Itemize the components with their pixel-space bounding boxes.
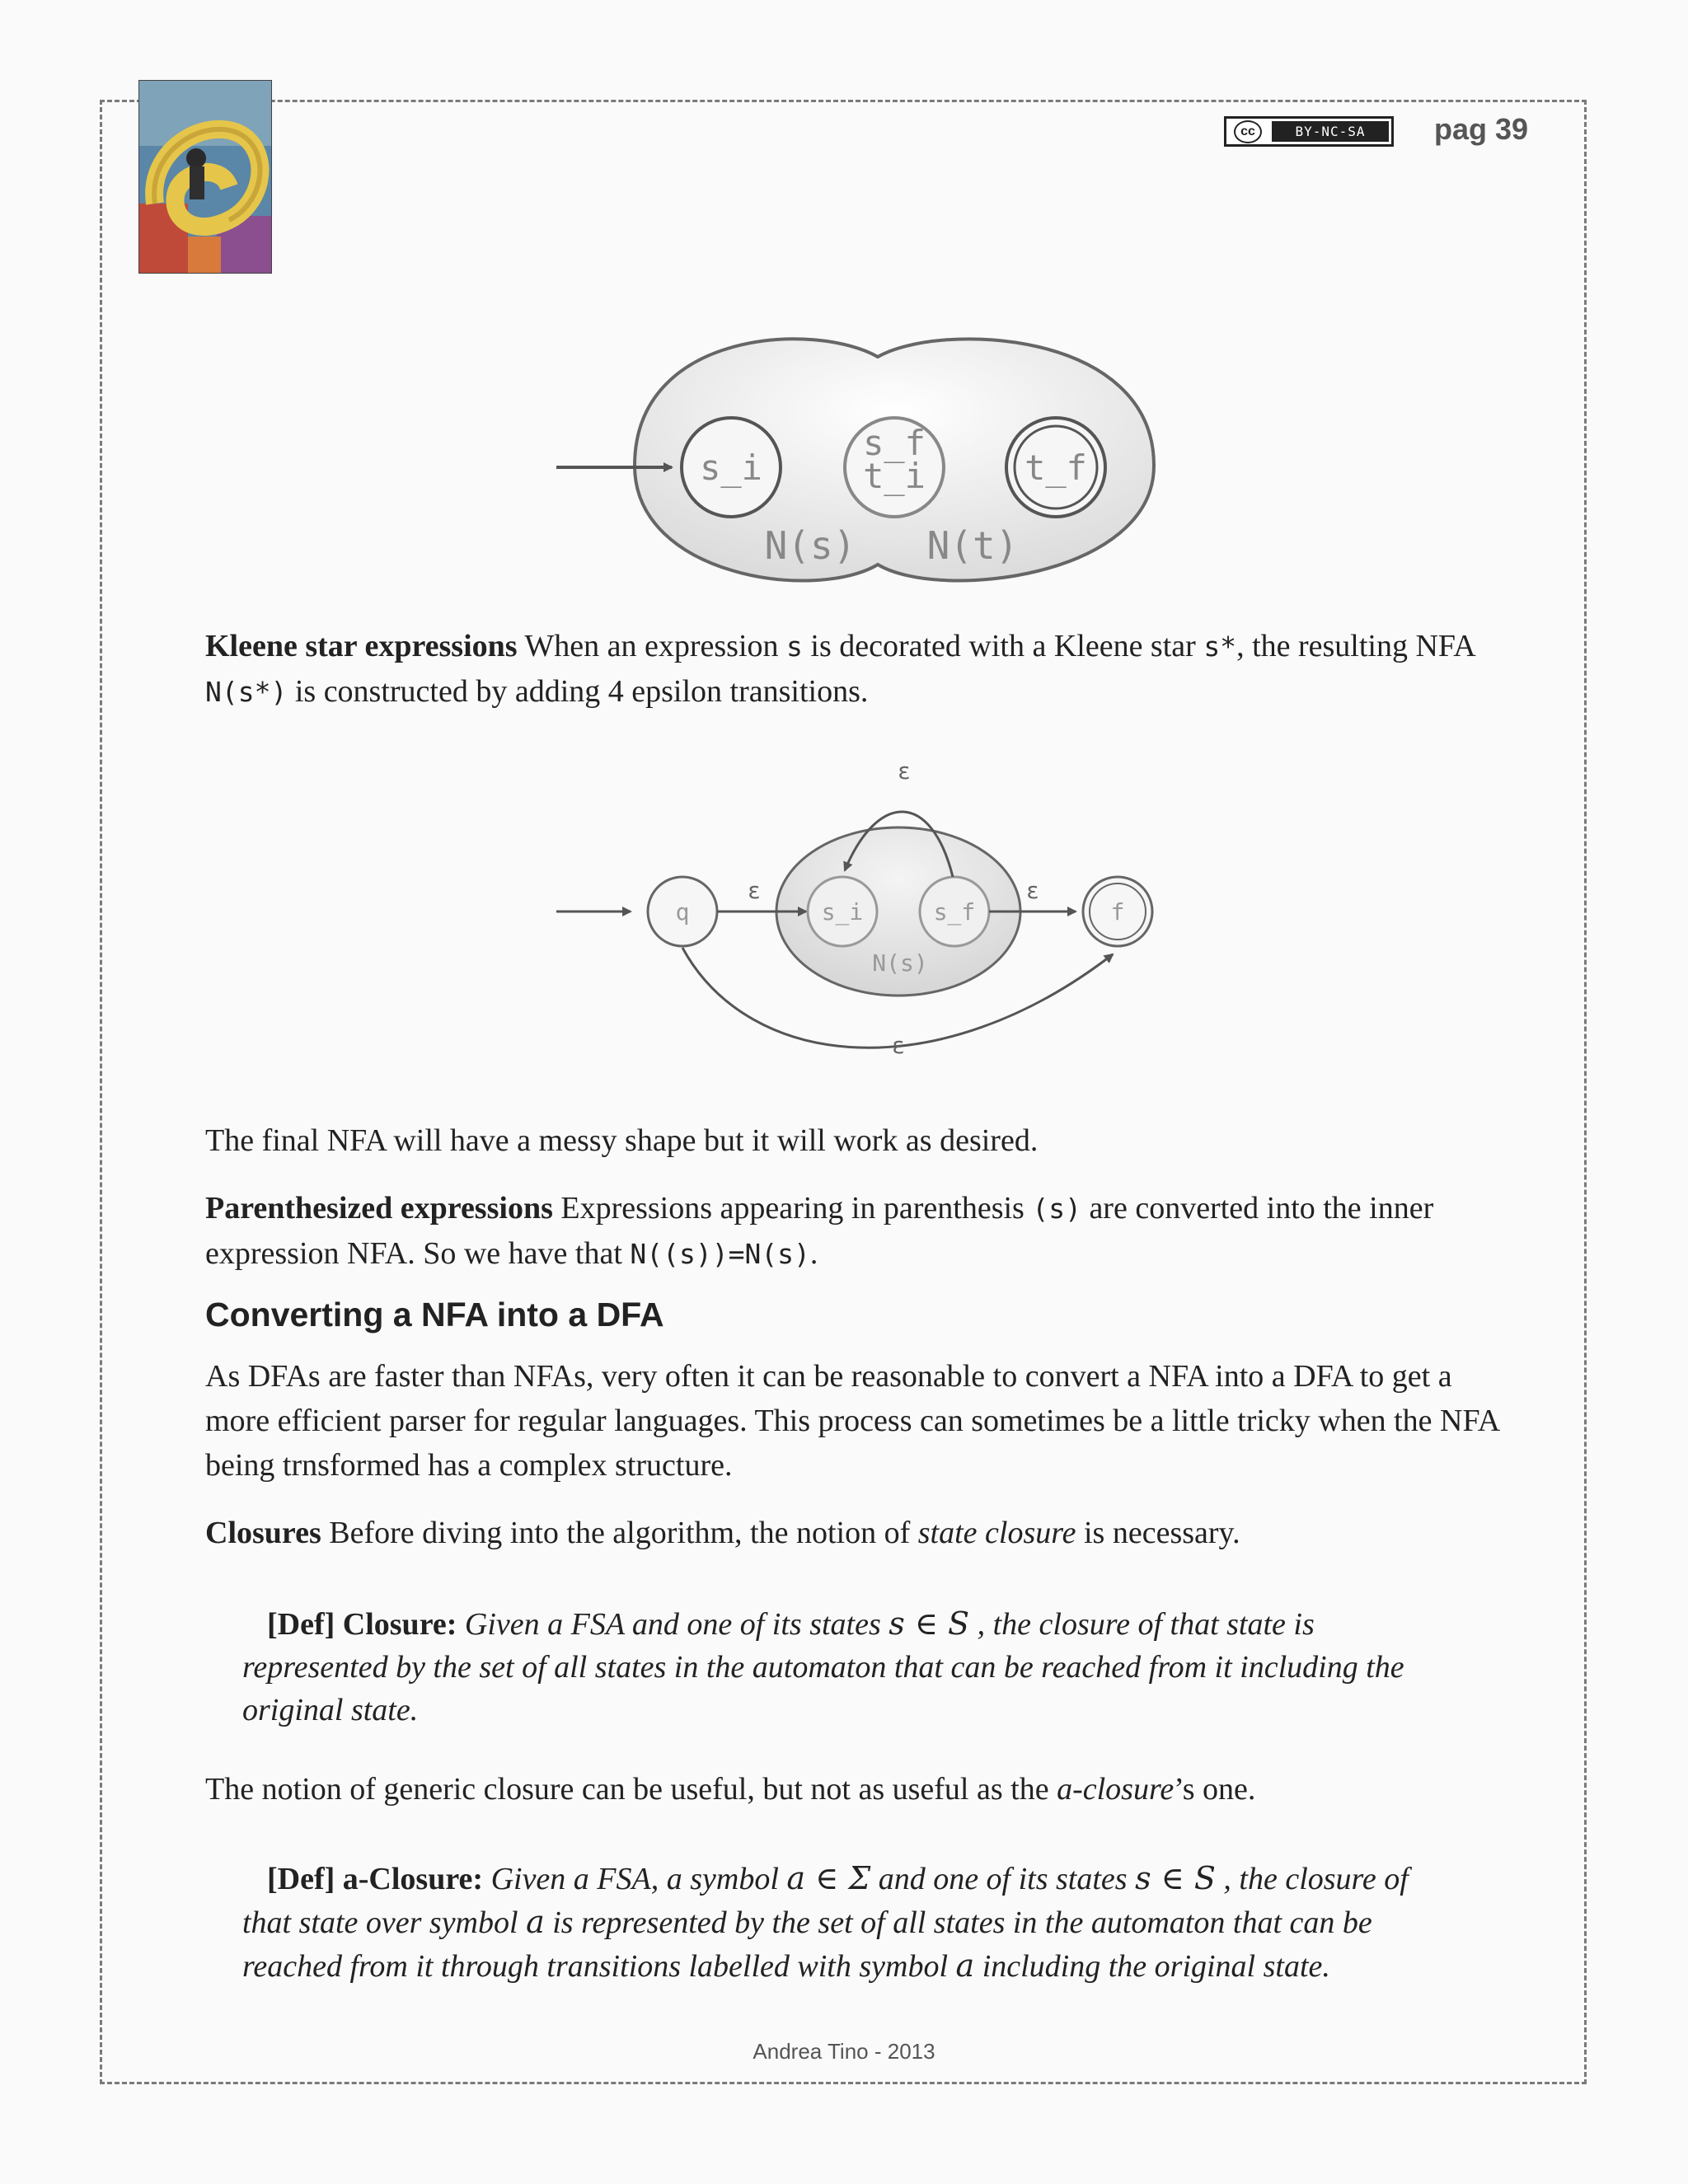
section-heading: Converting a NFA into a DFA bbox=[205, 1296, 664, 1333]
kleene-paragraph: Kleene star expressions When an expression s is decorated with a Kleene star s*, the resulting NFA N(s*) is constructed by adding 4 epsilon transitions. bbox=[205, 629, 1475, 709]
svg-text:t_i: t_i bbox=[863, 456, 926, 496]
svg-text:ε: ε bbox=[1026, 877, 1039, 904]
svg-text:s_i: s_i bbox=[700, 448, 762, 488]
nfa-concatenation-diagram bbox=[544, 330, 1162, 602]
svg-text:s_i: s_i bbox=[821, 898, 864, 926]
generic-closure-note: The notion of generic closure can be useful, but not as useful as the a-closure’s one. bbox=[205, 1772, 1256, 1807]
final-note: The final NFA will have a messy shape but it will work as desired. bbox=[205, 1123, 1039, 1158]
svg-text:N(s): N(s) bbox=[872, 949, 928, 977]
parenthesized-paragraph: Parenthesized expressions Expressions appearing in parenthesis (s) are converted into the inner expression NFA. So we have that N((s))=N(s). bbox=[205, 1191, 1434, 1271]
footer-author: Andrea Tino - 2013 bbox=[753, 2039, 935, 2064]
book-cover-thumbnail bbox=[138, 80, 272, 274]
svg-text:s_f: s_f bbox=[863, 423, 926, 463]
svg-text:s_f: s_f bbox=[933, 898, 976, 926]
page-number: pag 39 bbox=[1434, 112, 1529, 146]
cc-license-badge[interactable] bbox=[1224, 116, 1394, 147]
svg-text:q: q bbox=[675, 898, 690, 926]
svg-text:t_f: t_f bbox=[1025, 448, 1087, 488]
license-terms: BY-NC-SA bbox=[1272, 121, 1389, 142]
svg-text:ε: ε bbox=[892, 1032, 905, 1059]
label-ns: N(s) bbox=[764, 523, 856, 568]
svg-text:ε: ε bbox=[748, 877, 761, 904]
intro-paragraph: As DFAs are faster than NFAs, very often it can be reasonable to convert a NFA into a DFA to get a more efficient parser for regular languages. This process can sometimes be a little tricky when the NFA being trnsformed has a complex structure. bbox=[205, 1359, 1499, 1483]
cc-icon: cc bbox=[1226, 119, 1269, 144]
svg-text:ε: ε bbox=[898, 757, 911, 785]
closures-paragraph: Closures Before diving into the algorithm, the notion of state closure is necessary. bbox=[205, 1516, 1240, 1550]
label-nt: N(t) bbox=[926, 523, 1019, 568]
svg-text:f: f bbox=[1110, 898, 1125, 926]
def-a-closure: [Def] a-Closure: Given a FSA, a symbol a ∈ Σ and one of its states s ∈ S , the closure of that state over symbol a is represented by the set of all states in the automaton that can be reached from it through transitions labelled with symbol a including the original state. bbox=[242, 1860, 1409, 1984]
def-closure: [Def] Closure: Given a FSA and one of its states s ∈ S , the closure of that state is represented by the set of all states in the automaton that can be reached from it including the original state. bbox=[242, 1605, 1404, 1727]
nfa-kleene-star-diagram bbox=[544, 742, 1170, 1088]
